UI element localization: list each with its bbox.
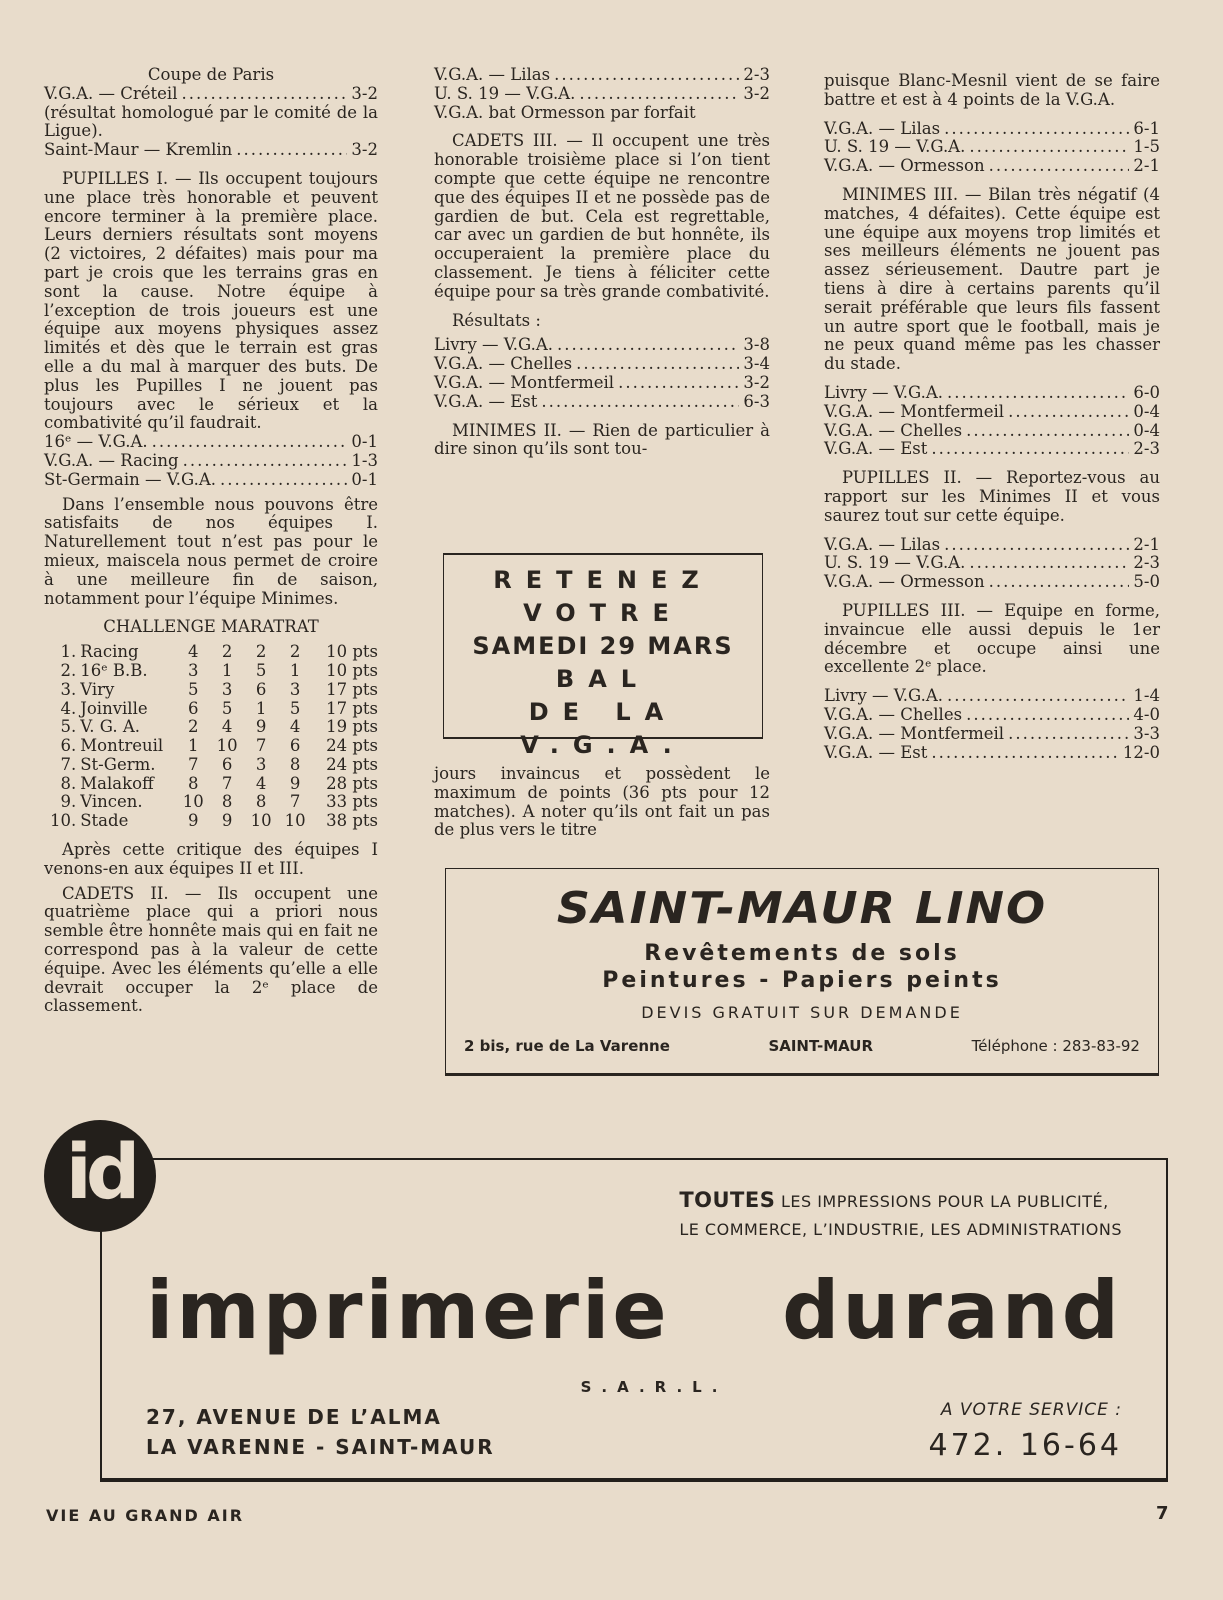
standings-cell-c: 3 [255, 754, 267, 774]
pupilles2-paragraph: PUPILLES II. — Reportez-vous au rapport sur les Minimes II et vous saurez tout sur cette équipe. [824, 468, 1160, 525]
forfait-line: V.G.A. bat Ormesson par forfait [434, 102, 696, 122]
standings-row [50, 737, 378, 756]
standings-cell-rank: 9. [60, 792, 77, 812]
column-2 [434, 66, 770, 459]
standings-cell-b: 4 [221, 717, 233, 737]
result-row: Livry — V.G.A. ..... 6-0 [824, 384, 1160, 403]
resultats-label: Résultats : [452, 310, 541, 330]
durand-tagline: TOUTES LES IMPRESSIONS POUR LA PUBLICITÉ, LE COMMERCE, L’INDUSTRIE, LES ADMINISTRATIONS [679, 1188, 1122, 1239]
standings-cell-a: 4 [187, 642, 199, 662]
standings-row [50, 662, 378, 681]
standings-cell-b: 5 [221, 698, 233, 718]
standings-cell-pts: 24 pts [326, 754, 378, 774]
result-row: V.G.A. — Chelles ..... 4-0 [824, 706, 1160, 725]
standings-cell-c: 10 [250, 811, 272, 831]
ad-saint-maur-lino [445, 868, 1159, 1076]
standings-row [50, 756, 378, 775]
challenge-title: CHALLENGE MARATRAT [103, 617, 319, 637]
standings-cell-rank: 1. [60, 642, 77, 662]
retenez-line: DE LA V.G.A. [520, 698, 686, 759]
result-row: V.G.A. — Montfermeil ..... 0-4 [824, 403, 1160, 422]
coupe-note: (résultat homologué par le comité de la Ligue). [44, 102, 378, 141]
result-row: V.G.A. — Racing ..... 1-3 [44, 452, 378, 471]
lino-city: SAINT-MAUR [768, 1037, 874, 1055]
standings-cell-a: 1 [187, 736, 199, 756]
result-row: Livry — V.G.A. ..... 3-8 [434, 336, 770, 355]
standings-cell-team: Stade [80, 811, 129, 831]
result-row: V.G.A. — Est ..... 2-3 [824, 440, 1160, 459]
retenez-line: BAL [555, 665, 651, 693]
standings-cell-rank: 6. [60, 736, 77, 756]
standings-cell-d: 1 [289, 660, 301, 680]
result-row: U. S. 19 — V.G.A. ..... 2-3 [824, 554, 1160, 573]
page-number: 7 [1156, 1503, 1169, 1524]
minimes2-paragraph: MINIMES II. — Rien de particulier à dire sinon qu’ils sont tou- [434, 420, 770, 459]
standings-cell-pts: 28 pts [326, 773, 378, 793]
durand-name: imprimerie durand [146, 1264, 1122, 1357]
column-1 [44, 66, 378, 1016]
standings-cell-pts: 17 pts [326, 679, 378, 699]
standings-cell-team: Racing [80, 642, 139, 662]
pupilles1-paragraph: PUPILLES I. — Ils occupent toujours une place très honorable et peuvent encore terminer à la première place. Leurs derniers résultats sont moyens (2 victoires, 2 défaites) mais pour ma part je crois que les terrains gras en sont la cause. Notre équipe à l’exception de trois joueurs est une équipe aux moyens physiques assez limités et dès que le terrain est gras elle a du mal à marquer des buts. De plus les Pupilles I ne jouent pas toujours avec le sérieux et la combativité qu’il faudrait. [44, 168, 378, 433]
standings-cell-rank: 3. [60, 679, 77, 699]
standings-cell-rank: 4. [60, 698, 77, 718]
standings-cell-a: 9 [187, 811, 199, 831]
result-row: St-Germain — V.G.A. ..... 0-1 [44, 471, 378, 490]
result-row: V.G.A. — Montfermeil ..... 3-2 [434, 374, 770, 393]
standings-cell-a: 7 [187, 754, 199, 774]
result-row: U. S. 19 — V.G.A. ..... 3-2 [434, 85, 770, 104]
durand-sarl: S.A.R.L. [580, 1378, 728, 1396]
lino-line: Peintures - Papiers peints [602, 968, 1002, 993]
standings-cell-b: 7 [221, 773, 233, 793]
standings-cell-team: St-Germ. [80, 754, 156, 774]
standings-cell-d: 2 [289, 642, 301, 662]
standings-cell-pts: 38 pts [326, 811, 378, 831]
standings-row [50, 643, 378, 662]
standings-cell-b: 10 [216, 736, 238, 756]
result-row: U. S. 19 — V.G.A. ..... 1-5 [824, 138, 1160, 157]
standings-cell-c: 1 [255, 698, 267, 718]
standings-cell-rank: 8. [60, 773, 77, 793]
standings-cell-pts: 24 pts [326, 736, 378, 756]
cadets2-paragraph: CADETS II. — Ils occupent une quatrième place qui a priori nous semble être honnête mais qui en fait ne correspond pas à la valeur de cette équipe. Avec les éléments qu’elle a elle devrait occuper la 2ᵉ place de classement. [44, 883, 378, 1016]
standings-row [50, 775, 378, 794]
durand-service: A VOTRE SERVICE : [940, 1400, 1122, 1420]
standings-row [50, 718, 378, 737]
standings-cell-c: 5 [255, 660, 267, 680]
standings-cell-d: 6 [289, 736, 301, 756]
lino-line: Revêtements de sols [644, 941, 960, 966]
standings-cell-d: 7 [289, 792, 301, 812]
ensemble-paragraph: Dans l’ensemble nous pouvons être satisfaits de nos équipes I. Naturellement tout n’est pas pour le mieux, maiscela nous permet de croire à une meilleure fin de saison, notamment pour l’équipe Minimes. [44, 494, 378, 608]
minimes3-paragraph: MINIMES III. — Bilan très négatif (4 matches, 4 défaites). Cette équipe est une équipe aux moyens trop limités et ses meilleurs éléments ne jouent pas assez sérieusement. Dautre part je tiens à dire à certains parents qu’il serait préférable que leurs fils fassent un autre sport que le football, mais je ne peux quand même pas les chasser du stade. [824, 184, 1160, 374]
col3-intro: puisque Blanc-Mesnil vient de se faire battre et est à 4 points de la V.G.A. [824, 71, 1160, 109]
standings-cell-b: 8 [221, 792, 233, 812]
standings-cell-a: 10 [182, 792, 204, 812]
result-row: V.G.A. — Lilas ..... 2-3 [434, 66, 770, 85]
standings-cell-pts: 10 pts [326, 642, 378, 662]
result-row: Livry — V.G.A. ..... 1-4 [824, 687, 1160, 706]
standings-cell-rank: 5. [60, 717, 77, 737]
standings-row [50, 681, 378, 700]
standings-cell-c: 8 [255, 792, 267, 812]
pupilles1-results [44, 433, 378, 489]
ad-imprimerie-durand [100, 1158, 1168, 1482]
lino-devis: DEVIS GRATUIT SUR DEMANDE [641, 1003, 963, 1022]
standings-cell-pts: 10 pts [326, 660, 378, 680]
standings-cell-team: Viry [80, 679, 115, 699]
result-row: V.G.A. — Est ..... 12-0 [824, 744, 1160, 763]
standings-cell-c: 2 [255, 642, 267, 662]
standings-cell-team: Montreuil [80, 736, 164, 756]
id-logo-icon: id [44, 1120, 156, 1232]
result-row: 16ᵉ — V.G.A. ..... 0-1 [44, 433, 378, 452]
standings-cell-team: Joinville [80, 698, 148, 718]
standings-cell-b: 3 [221, 679, 233, 699]
magazine-title: VIE AU GRAND AIR [46, 1506, 245, 1525]
retenez-line: SAMEDI 29 MARS [472, 632, 734, 660]
standings-cell-d: 3 [289, 679, 301, 699]
result-row: V.G.A. — Chelles ..... 0-4 [824, 422, 1160, 441]
standings-row [50, 793, 378, 812]
standings-cell-rank: 10. [50, 811, 77, 831]
lino-title: SAINT-MAUR LINO [556, 882, 1048, 934]
standings-cell-d: 5 [289, 698, 301, 718]
result-row: V.G.A. — Chelles ..... 3-4 [434, 355, 770, 374]
column-3 [824, 72, 1160, 762]
standings-cell-d: 8 [289, 754, 301, 774]
standings-cell-c: 7 [255, 736, 267, 756]
lino-address: 2 bis, rue de La Varenne [464, 1037, 670, 1055]
result-row: V.G.A. — Créteil ..... 3-2 [44, 85, 378, 104]
standings-cell-pts: 19 pts [326, 717, 378, 737]
minimes2-continuation: jours invaincus et possèdent le maximum de points (36 pts pour 12 matches). A noter qu’ils ont fait un pas de plus vers le titre [434, 764, 770, 840]
retenez-line: VOTRE [523, 599, 683, 627]
retenez-box [443, 553, 763, 759]
standings-cell-a: 6 [187, 698, 199, 718]
standings-cell-a: 3 [187, 660, 199, 680]
lino-footer [464, 1037, 1140, 1055]
result-row: V.G.A. — Ormesson ..... 2-1 [824, 157, 1160, 176]
standings-cell-d: 10 [284, 811, 306, 831]
standings-cell-b: 2 [221, 642, 233, 662]
standings-cell-b: 9 [221, 811, 233, 831]
result-row: V.G.A. — Lilas ..... 6-1 [824, 120, 1160, 139]
standings-row [50, 700, 378, 719]
durand-address: 27, AVENUE DE L’ALMA LA VARENNE - SAINT-MAUR [146, 1405, 495, 1459]
standings-table [50, 643, 378, 831]
column-2-continued [434, 765, 770, 840]
result-row: V.G.A. — Ormesson ..... 5-0 [824, 573, 1160, 592]
standings-cell-a: 5 [187, 679, 199, 699]
standings-row [50, 812, 378, 831]
result-row: Saint-Maur — Kremlin ..... 3-2 [44, 141, 378, 160]
result-row: V.G.A. — Montfermeil ..... 3-3 [824, 725, 1160, 744]
standings-cell-team: Vincen. [80, 792, 143, 812]
standings-cell-rank: 7. [60, 754, 77, 774]
durand-phone: 472. 16-64 [928, 1428, 1122, 1463]
lino-phone: Téléphone : 283-83-92 [971, 1037, 1140, 1055]
standings-cell-c: 4 [255, 773, 267, 793]
standings-cell-a: 2 [187, 717, 199, 737]
standings-cell-a: 8 [187, 773, 199, 793]
cadets3-paragraph: CADETS III. — Il occupent une très honorable troisième place si l’on tient compte que cette équipe ne rencontre que des équipes II et ne possède pas de gardien de but. Cela est regrettable, car avec un gardien de but honnête, ils occuperaient la première place du classement. Je tiens à féliciter cette équipe pour sa très grande combativité. [434, 131, 770, 301]
standings-cell-pts: 17 pts [326, 698, 378, 718]
standings-cell-team: 16ᵉ B.B. [80, 660, 148, 680]
standings-cell-rank: 2. [60, 660, 77, 680]
standings-cell-b: 6 [221, 754, 233, 774]
standings-cell-pts: 33 pts [326, 792, 378, 812]
standings-cell-d: 9 [289, 773, 301, 793]
standings-cell-team: V. G. A. [80, 717, 141, 737]
standings-cell-team: Malakoff [80, 773, 154, 793]
coupe-title: Coupe de Paris [147, 65, 275, 84]
result-row: V.G.A. — Lilas ..... 2-1 [824, 536, 1160, 555]
standings-cell-b: 1 [221, 660, 233, 680]
apres-paragraph: Après cette critique des équipes I venons-en aux équipes II et III. [44, 840, 378, 878]
standings-cell-d: 4 [289, 717, 301, 737]
standings-cell-c: 9 [255, 717, 267, 737]
standings-cell-c: 6 [255, 679, 267, 699]
result-row: V.G.A. — Est ..... 6-3 [434, 393, 770, 412]
retenez-line: RETENEZ [493, 566, 713, 594]
pupilles3-paragraph: PUPILLES III. — Equipe en forme, invaincue elle aussi depuis le 1er décembre et occupe ainsi une excellente 2ᵉ place. [824, 600, 1160, 677]
